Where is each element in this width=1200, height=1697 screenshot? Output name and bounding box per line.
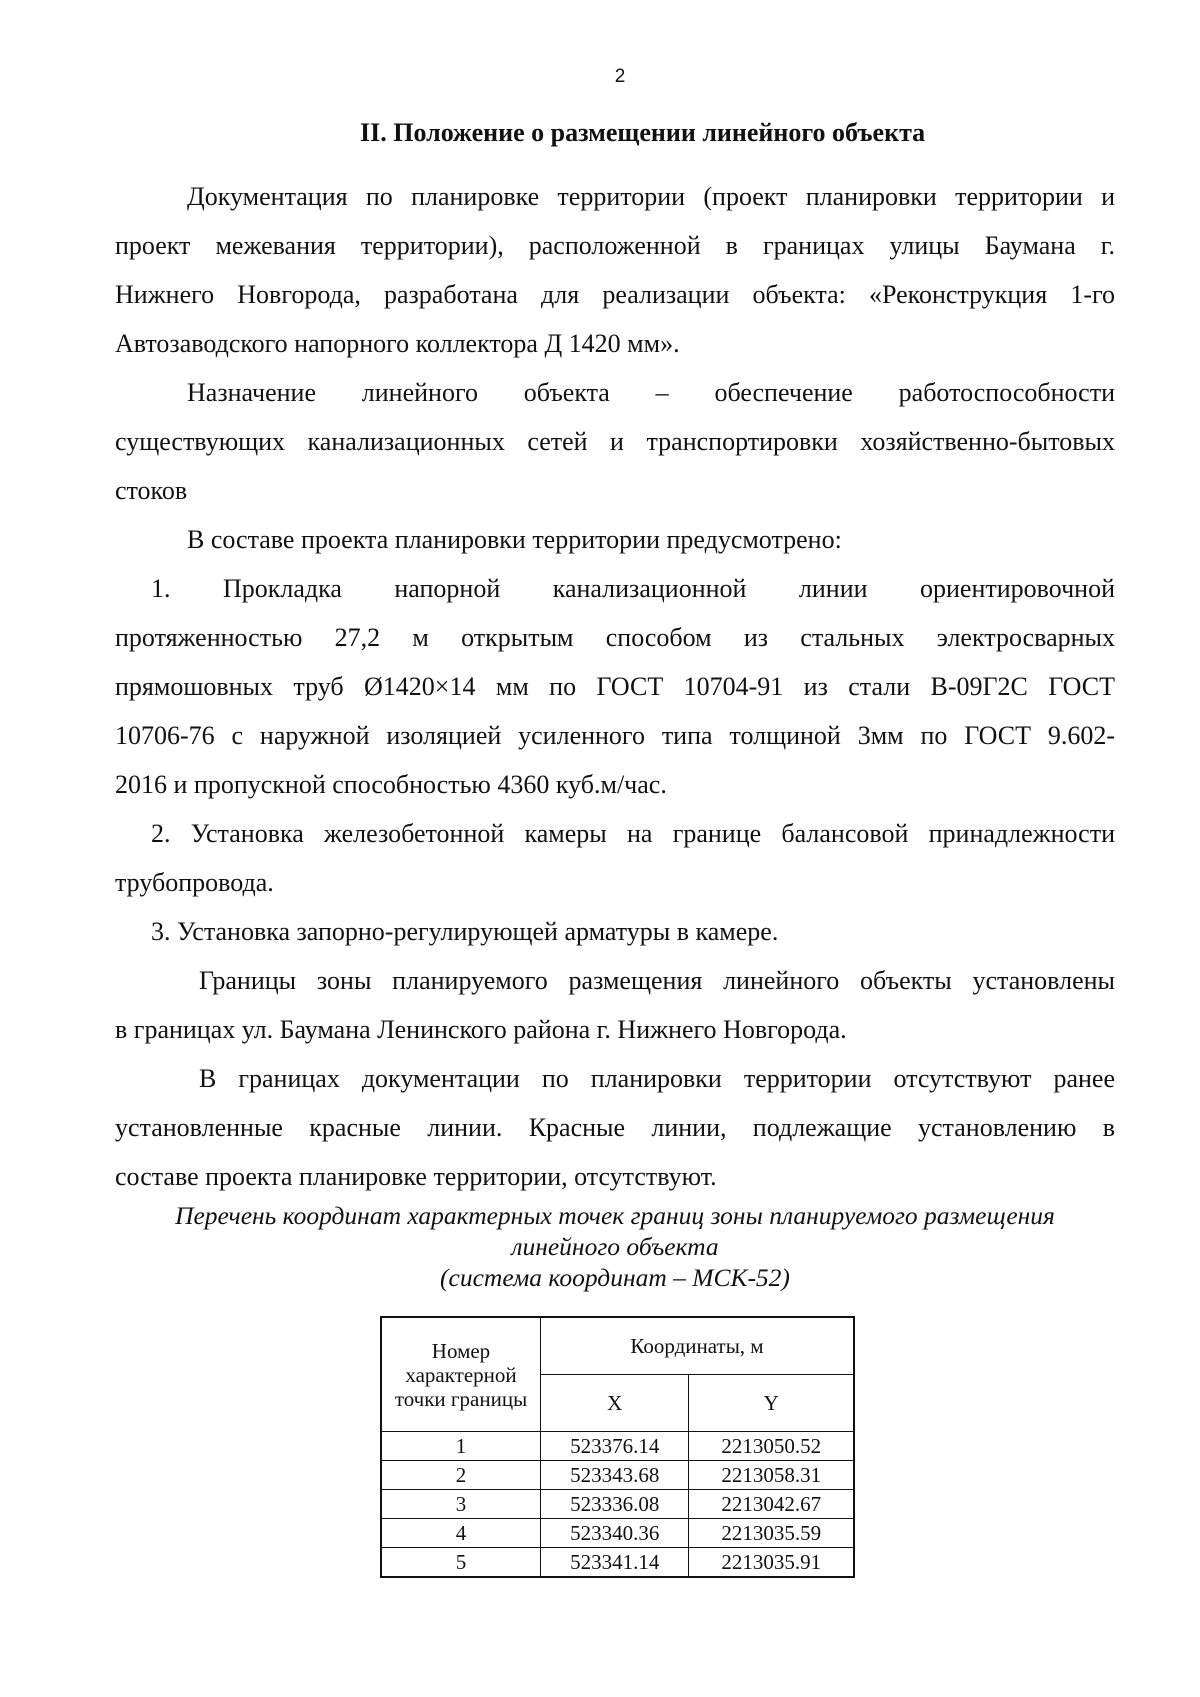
paragraph-line: В составе проекта планировки территории предусмотрено: [187, 525, 842, 554]
paragraph-line: существующих канализационных сетей и транспортировки хозяйственно-бытовых [115, 427, 1115, 456]
paragraph-line: Документация по планировке территории (проект планировки территории и [187, 182, 1115, 211]
paragraph-line: 3. Установка запорно-регулирующей арматуры в камере. [151, 917, 779, 946]
list-item [115, 809, 1115, 907]
cell-x: 523376.14 [541, 1432, 689, 1461]
table-row [381, 1432, 854, 1461]
table-caption [115, 1200, 1115, 1293]
paragraph-line: Автозаводского напорного коллектора Д 1420 мм». [115, 329, 680, 358]
paragraph-intro [115, 172, 1115, 368]
table-row [381, 1490, 854, 1519]
table-row [381, 1519, 854, 1548]
page-number: 2 [614, 66, 626, 87]
cell-x: 523341.14 [541, 1548, 689, 1578]
caption-line: Перечень координат характерных точек границ зоны планируемого размещения [175, 1201, 1055, 1230]
header-point-number: Номер характерной точки границы [381, 1317, 541, 1432]
paragraph-line: в границах ул. Баумана Ленинского района г. Нижнего Новгорода. [115, 1015, 847, 1044]
cell-y: 2213058.31 [689, 1461, 854, 1490]
paragraph-line: 1. Прокладка напорной канализационной линии ориентировочной [151, 574, 1115, 603]
paragraph-line: трубопровода. [115, 868, 274, 897]
header-coordinates: Координаты, м [541, 1317, 855, 1375]
cell-point: 1 [381, 1432, 541, 1461]
paragraph-line: Назначение линейного объекта – обеспечение работоспособности [187, 378, 1115, 407]
paragraph-line: Границы зоны планируемого размещения линейного объекты установлены [199, 966, 1115, 995]
paragraph-line: составе проекта планировке территории, отсутствуют. [115, 1162, 717, 1191]
table-row [381, 1548, 854, 1578]
paragraph-line: установленные красные линии. Красные линии, подлежащие установлению в [115, 1113, 1115, 1142]
cell-point: 4 [381, 1519, 541, 1548]
paragraph-line: Нижнего Новгорода, разработана для реализации объекта: «Реконструкция 1-го [115, 280, 1115, 309]
paragraph-purpose [115, 368, 1115, 515]
paragraph-line: 2016 и пропускной способностью 4360 куб.м/час. [115, 770, 667, 799]
coordinates-table [380, 1316, 855, 1578]
paragraph-line: 10706-76 с наружной изоляцией усиленного типа толщиной 3мм по ГОСТ 9.602- [115, 721, 1115, 750]
cell-y: 2213035.59 [689, 1519, 854, 1548]
cell-x: 523340.36 [541, 1519, 689, 1548]
paragraph-line: прямошовных труб Ø1420×14 мм по ГОСТ 10704-91 из стали В-09Г2С ГОСТ [115, 672, 1115, 701]
cell-y: 2213050.52 [689, 1432, 854, 1461]
cell-point: 2 [381, 1461, 541, 1490]
paragraph-red-lines [115, 1054, 1115, 1201]
caption-line: линейного объекта [511, 1232, 719, 1261]
cell-point: 5 [381, 1548, 541, 1578]
cell-y: 2213042.67 [689, 1490, 854, 1519]
cell-point: 3 [381, 1490, 541, 1519]
header-y: Y [689, 1375, 854, 1432]
section-title: II. Положение о размещении линейного объекта [360, 118, 926, 147]
list-item [115, 907, 1115, 956]
paragraph-line: проект межевания территории), расположенной в границах улицы Баумана г. [115, 231, 1115, 260]
list-item [115, 564, 1115, 809]
paragraph-boundaries [115, 956, 1115, 1054]
paragraph-line: протяженностью 27,2 м открытым способом из стальных электросварных [115, 623, 1115, 652]
paragraph-line: стоков [115, 476, 188, 505]
paragraph-line: В границах документации по планировки территории отсутствуют ранее [199, 1064, 1115, 1093]
paragraph-composition [115, 515, 1115, 564]
table-row [381, 1461, 854, 1490]
caption-line: (система координат – МСК-52) [440, 1263, 790, 1292]
cell-x: 523336.08 [541, 1490, 689, 1519]
header-x: X [541, 1375, 689, 1432]
cell-x: 523343.68 [541, 1461, 689, 1490]
paragraph-line: 2. Установка железобетонной камеры на границе балансовой принадлежности [151, 819, 1115, 848]
cell-y: 2213035.91 [689, 1548, 854, 1578]
